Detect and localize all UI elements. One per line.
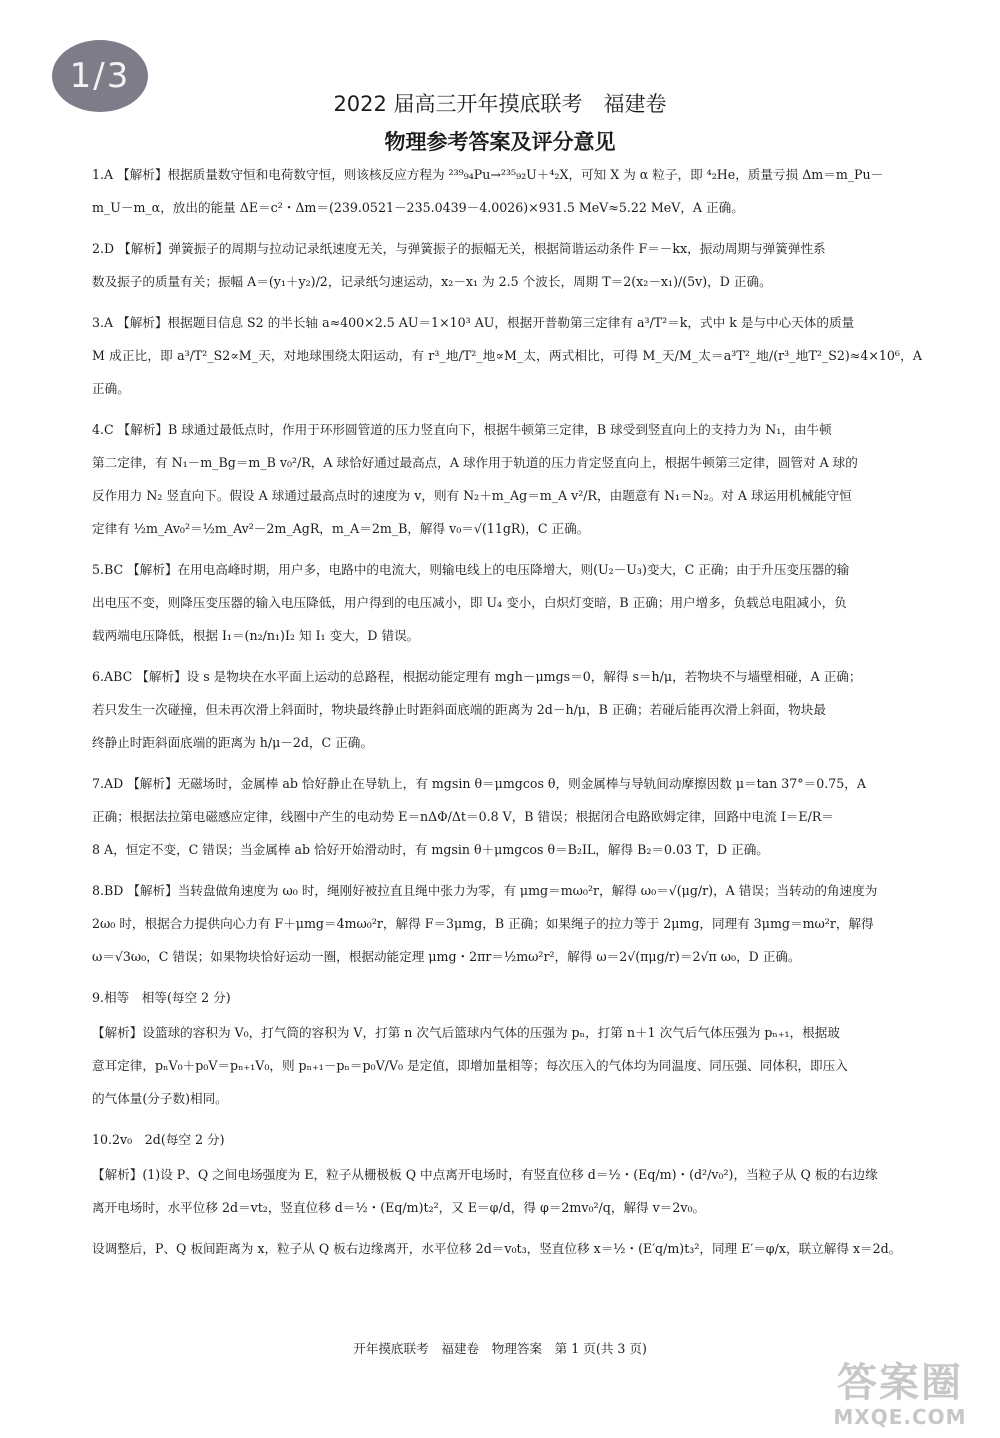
watermark-text: 答案圈 [837, 1360, 963, 1406]
answer-line: 9.相等 相等(每空 2 分) [92, 990, 231, 1005]
document-subtitle: 物理参考答案及评分意见 [384, 130, 616, 154]
answer-line: m_U－m_α，放出的能量 ΔE＝c²・Δm＝(239.0521－235.0439－4.0026)×931.5 MeV≈5.22 MeV，A 正确。 [92, 200, 744, 215]
answer-line: 正确；根据法拉第电磁感应定律，线圈中产生的电动势 E＝nΔΦ/Δt＝0.8 V，B 错误；根据闭合电路欧姆定律，回路中电流 I＝E/R＝ [92, 809, 834, 824]
answer-line: 8.BD 【解析】当转盘做角速度为 ω₀ 时，绳刚好被拉直且绳中张力为零，有 μmg＝mω₀²r，解得 ω₀＝√(μg/r)，A 错误；当转动的角速度为 [92, 883, 878, 898]
answer-line: 2.D 【解析】弹簧振子的周期与拉动记录纸速度无关，与弹簧振子的振幅无关，根据简谐运动条件 F＝－kx，振动周期与弹簧弹性系 [92, 241, 826, 256]
answer-line: 设调整后，P、Q 板间距离为 x，粒子从 Q 板右边缘离开，水平位移 2d＝v₀t₃，竖直位移 x＝½・(E′q/m)t₃²，同理 E′＝φ/x，联立解得 x＝2d。 [92, 1241, 902, 1256]
answer-item [92, 1123, 922, 1156]
answer-line: 【解析】设篮球的容积为 V₀，打气筒的容积为 V，打第 n 次气后篮球内气体的压强为 pₙ，打第 n＋1 次气后气体压强为 pₙ₊₁，根据玻 [92, 1025, 840, 1040]
answer-item [92, 767, 922, 866]
answer-line: 出电压不变，则降压变压器的输入电压降低，用户得到的电压减小，即 U₄ 变小，白炽灯变暗，B 正确；用户增多，负载总电阻减小，负 [92, 595, 847, 610]
answer-line: 6.ABC 【解析】设 s 是物块在水平面上运动的总路程，根据动能定理有 mgh－μmgs＝0，解得 s＝h/μ，若物块不与墙壁相碰，A 正确； [92, 669, 862, 684]
answer-line: 10.2v₀ 2d(每空 2 分) [92, 1132, 225, 1147]
answer-item [92, 413, 922, 545]
answer-item [92, 1158, 922, 1224]
page-number-stamp: 1/3 [52, 40, 148, 112]
answer-line: M 成正比，即 a³/T²_S2∝M_天，对地球围绕太阳运动，有 r³_地/T²_地∝M_太，两式相比，可得 M_天/M_太＝a³T²_地/(r³_地T²_S2)≈4×10⁶，A 正确。 [92, 348, 922, 396]
answer-item [92, 232, 922, 298]
watermark-url: MXQE.COM [833, 1405, 967, 1429]
answer-line: 3.A 【解析】根据题目信息 S2 的半长轴 a≈400×2.5 AU＝1×10³ AU，根据开普勒第三定律有 a³/T²＝k，式中 k 是与中心天体的质量 [92, 315, 855, 330]
answer-line: 1.A 【解析】根据质量数守恒和电荷数守恒，则该核反应方程为 ²³⁹₉₄Pu→²³⁵₉₂U＋⁴₂X，可知 X 为 α 粒子，即 ⁴₂He，质量亏损 Δm＝m_Pu－ [92, 167, 884, 182]
exam-title: 2022 届高三开年摸底联考 福建卷 [333, 92, 667, 116]
watermark-logo [820, 1360, 980, 1430]
answer-line: 4.C 【解析】B 球通过最低点时，作用于环形圆管道的压力竖直向下，根据牛顿第三定律，B 球受到竖直向上的支持力为 N₁，由牛顿 [92, 422, 832, 437]
answer-item [92, 981, 922, 1014]
answer-item [92, 660, 922, 759]
answer-line: 第二定律，有 N₁－m_Bg＝m_B v₀²/R，A 球恰好通过最高点，A 球作用于轨道的压力肯定竖直向上，根据牛顿第三定律，圆管对 A 球的 [92, 455, 858, 470]
answer-line: 若只发生一次碰撞，但未再次滑上斜面时，物块最终静止时距斜面底端的距离为 2d－h/μ，B 正确；若碰后能再次滑上斜面，物块最 [92, 702, 826, 717]
answer-line: 的气体量(分子数)相同。 [92, 1091, 228, 1106]
answer-line: 终静止时距斜面底端的距离为 h/μ－2d，C 正确。 [92, 735, 373, 750]
answer-line: 数及振子的质量有关；振幅 A＝(y₁＋y₂)/2，记录纸匀速运动，x₂－x₁ 为 2.5 个波长，周期 T＝2(x₂－x₁)/(5v)，D 正确。 [92, 274, 772, 289]
answer-line: 5.BC 【解析】在用电高峰时期，用户多，电路中的电流大，则输电线上的电压降增大，则(U₂－U₃)变大，C 正确；由于升压变压器的输 [92, 562, 850, 577]
answer-line: 【解析】(1)设 P、Q 之间电场强度为 E，粒子从栅极板 Q 中点离开电场时，有竖直位移 d＝½・(Eq/m)・(d²/v₀²)，当粒子从 Q 板的右边缘 [92, 1167, 878, 1182]
answer-line: 载两端电压降低，根据 I₁＝(n₂/n₁)I₂ 知 I₁ 变大，D 错误。 [92, 628, 420, 643]
answer-line: 反作用力 N₂ 竖直向下。假设 A 球通过最高点时的速度为 v，则有 N₂＋m_Ag＝m_A v²/R，由题意有 N₁＝N₂。对 A 球运用机械能守恒 [92, 488, 852, 503]
answer-item [92, 306, 922, 405]
answer-line: 7.AD 【解析】无磁场时，金属棒 ab 恰好静止在导轨上，有 mgsin θ＝μmgcos θ，则金属棒与导轨间动摩擦因数 μ＝tan 37°＝0.75，A [92, 776, 866, 791]
answer-item [92, 1232, 922, 1265]
answer-line: 离开电场时，水平位移 2d＝vt₂，竖直位移 d＝½・(Eq/m)t₂²，又 E＝φ/d，得 φ＝2mv₀²/q，解得 v＝2v₀。 [92, 1200, 706, 1215]
answer-line: 意耳定律，pₙV₀＋p₀V＝pₙ₊₁V₀，则 pₙ₊₁－pₙ＝p₀V/V₀ 是定值，即增加量相等；每次压入的气体均为同温度、同压强、同体积，即压入 [92, 1058, 848, 1073]
answer-item [92, 874, 922, 973]
answer-item [92, 553, 922, 652]
answer-line: 定律有 ½m_Av₀²＝½m_Av²－2m_AgR，m_A＝2m_B，解得 v₀＝√(11gR)，C 正确。 [92, 521, 590, 536]
answer-line: ω＝√3ω₀，C 错误；如果物块恰好运动一圈，根据动能定理 μmg・2πr＝½mω²r²，解得 ω＝2√(πμg/r)＝2√π ω₀，D 正确。 [92, 949, 801, 964]
answer-item [92, 158, 922, 224]
answer-item [92, 1016, 922, 1115]
answer-content [92, 158, 922, 1273]
page-footer: 开年摸底联考 福建卷 物理答案 第 1 页(共 3 页) [353, 1341, 647, 1356]
answer-line: 2ω₀ 时，根据合力提供向心力有 F＋μmg＝4mω₀²r，解得 F＝3μmg，B 正确；如果绳子的拉力等于 2μmg，同理有 3μmg＝mω²r，解得 [92, 916, 874, 931]
answer-line: 8 A，恒定不变，C 错误；当金属棒 ab 恰好开始滑动时，有 mgsin θ＋μmgcos θ＝B₂IL，解得 B₂＝0.03 T，D 正确。 [92, 842, 769, 857]
